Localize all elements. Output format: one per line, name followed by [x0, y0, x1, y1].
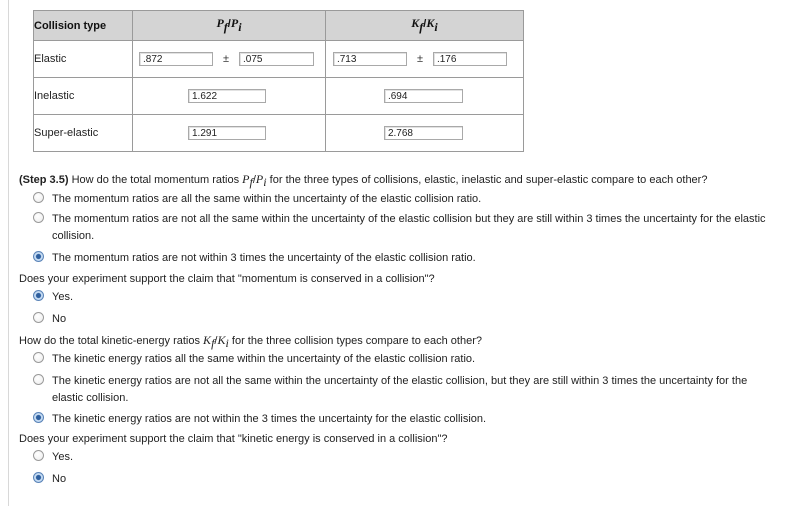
kinetic-symbol-den: K — [426, 16, 435, 31]
option-label: Yes. — [52, 291, 74, 303]
results-table — [33, 10, 524, 152]
elastic-momentum-uncertainty-input[interactable]: .075 — [239, 52, 314, 66]
momentum-symbol-den: P — [230, 16, 239, 31]
elastic-kinetic-cell — [325, 41, 523, 78]
question-text-post: for the three types of collisions, elastic, inelastic and super-elastic compare to each other? — [269, 174, 708, 186]
table-row-elastic — [34, 41, 524, 78]
momentum-claim-no[interactable] — [33, 311, 233, 328]
question-text-post: for the three collision types compare to each other? — [231, 335, 482, 347]
momentum-symbol-num: P — [216, 16, 224, 31]
momentum-option-1[interactable] — [33, 191, 793, 208]
super-elastic-momentum-cell — [133, 115, 326, 152]
radio-selected-icon[interactable] — [33, 472, 44, 483]
option-label: No — [52, 313, 67, 325]
super-elastic-kinetic-value-input[interactable]: 2.768 — [384, 126, 463, 140]
kinetic-symbol-num: K — [411, 16, 420, 31]
option-label: The momentum ratios are not within 3 times the uncertainty of the elastic collision ratio. — [52, 252, 476, 264]
kinetic-claim-yes[interactable] — [33, 449, 233, 466]
elastic-kinetic-value-input[interactable]: .713 — [333, 52, 407, 66]
header-collision-type: Collision type — [34, 11, 133, 41]
option-label: The kinetic energy ratios are not within the 3 times the uncertainty for the elastic collision. — [52, 413, 487, 425]
q-momentum-sub-den: i — [263, 175, 267, 190]
kinetic-option-3[interactable] — [33, 411, 793, 428]
q-momentum-sym-den: P — [255, 172, 264, 186]
kinetic-claim-question: Does your experiment support the claim that "kinetic energy is conserved in a collision"? — [19, 433, 448, 445]
super-elastic-kinetic-cell — [325, 115, 523, 152]
radio-selected-icon[interactable] — [33, 251, 44, 262]
elastic-momentum-cell — [133, 41, 326, 78]
radio-icon[interactable] — [33, 212, 44, 223]
kinetic-ratio-question — [19, 333, 482, 351]
momentum-claim-yes[interactable] — [33, 289, 233, 306]
radio-icon[interactable] — [33, 352, 44, 363]
table-header-row — [34, 11, 524, 41]
kinetic-option-1[interactable] — [33, 351, 793, 368]
kinetic-sub-num: f — [419, 19, 424, 34]
table-row-inelastic — [34, 78, 524, 115]
q-kinetic-sym-den: K — [217, 333, 226, 347]
momentum-option-3[interactable] — [33, 250, 793, 267]
row-label: Elastic — [34, 41, 133, 78]
q-kinetic-sym-num: K — [203, 333, 212, 347]
header-kinetic-ratio: $K_f/K_i$ — [325, 11, 523, 41]
elastic-kinetic-uncertainty-input[interactable]: .176 — [433, 52, 507, 66]
page-left-border — [8, 0, 9, 506]
elastic-momentum-value-input[interactable]: .872 — [139, 52, 213, 66]
plus-minus-sign: ± — [222, 53, 230, 65]
radio-icon[interactable] — [33, 192, 44, 203]
inelastic-momentum-value-input[interactable]: 1.622 — [188, 89, 266, 103]
radio-icon[interactable] — [33, 312, 44, 323]
q-kinetic-sub-num: f — [211, 336, 215, 351]
radio-icon[interactable] — [33, 450, 44, 461]
momentum-sub-den: i — [238, 19, 242, 34]
plus-minus-sign: ± — [416, 53, 423, 65]
q-kinetic-sub-den: i — [225, 336, 229, 351]
radio-icon[interactable] — [33, 374, 44, 385]
step-label: (Step 3.5) — [19, 174, 69, 186]
momentum-sub-num: f — [223, 19, 228, 34]
table-row-super-elastic — [34, 115, 524, 152]
radio-selected-icon[interactable] — [33, 412, 44, 423]
row-label: Super-elastic — [34, 115, 133, 152]
kinetic-claim-no[interactable] — [33, 471, 233, 488]
question-text-pre: How do the total kinetic-energy ratios — [19, 335, 200, 347]
option-label: No — [52, 473, 67, 485]
option-label: The kinetic energy ratios all the same within the uncertainty of the elastic collision ratio. — [52, 353, 476, 365]
question-momentum-ratio: $P_f/P_i$ — [242, 172, 267, 190]
inelastic-momentum-cell — [133, 78, 326, 115]
momentum-claim-question: Does your experiment support the claim that "momentum is conserved in a collision"? — [19, 273, 435, 285]
radio-selected-icon[interactable] — [33, 290, 44, 301]
question-kinetic-ratio: $K_f/K_i$ — [203, 333, 229, 351]
kinetic-option-2[interactable] — [33, 373, 793, 407]
option-label: The momentum ratios are not all the same within the uncertainty of the elastic collision but they are still within 3 times the uncertainty for the elastic collision. — [52, 213, 766, 242]
q-momentum-sub-num: f — [249, 175, 253, 190]
super-elastic-momentum-value-input[interactable]: 1.291 — [188, 126, 266, 140]
question-text-pre: How do the total momentum ratios — [71, 174, 240, 186]
row-label: Inelastic — [34, 78, 133, 115]
q-momentum-sym-num: P — [242, 172, 250, 186]
inelastic-kinetic-cell — [325, 78, 523, 115]
inelastic-kinetic-value-input[interactable]: .694 — [384, 89, 463, 103]
momentum-option-2[interactable] — [33, 211, 793, 245]
kinetic-sub-den: i — [434, 19, 438, 34]
momentum-ratio-question — [19, 172, 707, 190]
option-label: The kinetic energy ratios are not all the same within the uncertainty of the elastic collision, but they are still within 3 times the uncertainty for the elastic collision. — [52, 375, 748, 404]
option-label: Yes. — [52, 451, 74, 463]
option-label: The momentum ratios are all the same within the uncertainty of the elastic collision ratio. — [52, 193, 482, 205]
header-momentum-ratio: $P_f/P_i$ — [133, 11, 326, 41]
